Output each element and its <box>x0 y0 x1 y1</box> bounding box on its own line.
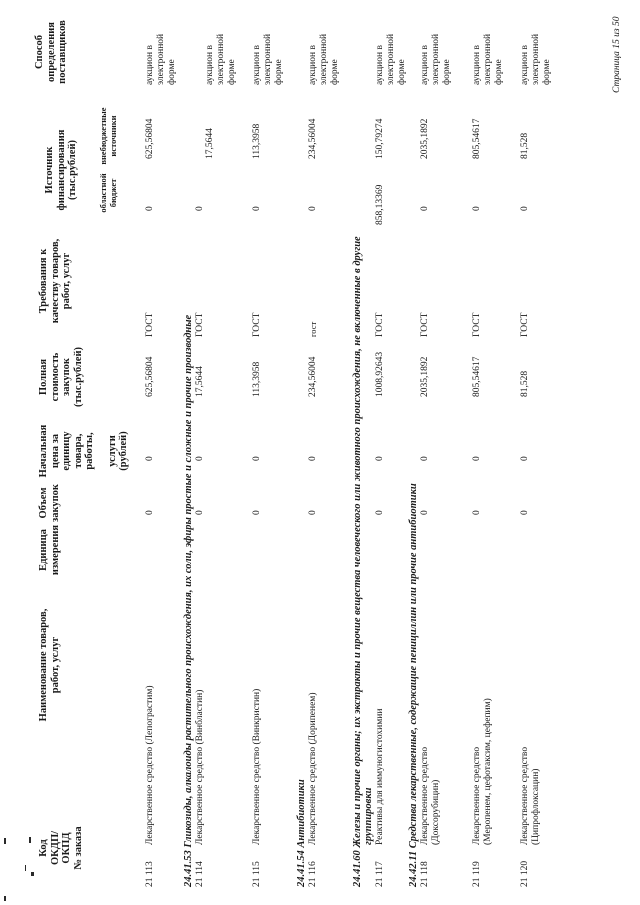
row-volume: 0 <box>252 510 262 515</box>
row-num: 21 117 <box>375 861 385 887</box>
page-number: Страница 15 из 50 <box>612 16 622 93</box>
section-heading <box>352 236 363 887</box>
header-total: Полная стоимость закупок (тыс.рублей) <box>38 346 84 408</box>
header-code: Код ОКДП/ ОКПД № заказа <box>38 826 84 870</box>
section-code: 24.42.11 <box>408 850 419 887</box>
row-quality: ГОСТ <box>252 312 262 337</box>
row-price: 0 <box>195 456 205 461</box>
row-volume: 0 <box>420 510 430 515</box>
row-budget: 0 <box>252 206 262 211</box>
row-total: 625,56804 <box>145 356 155 397</box>
row-num: 21 118 <box>420 861 430 887</box>
row-budget: 0 <box>195 206 205 211</box>
row-total: 805,54617 <box>472 356 482 397</box>
scan-mark <box>31 872 34 876</box>
row-price: 0 <box>375 456 385 461</box>
header-source-extra: внебюджетные источники <box>98 107 118 165</box>
row-method: аукцион в электронной форме <box>145 33 177 85</box>
section-code: 24.41.53 <box>183 850 194 887</box>
header-unit: Единица измерения <box>38 524 61 576</box>
scan-mark <box>4 896 6 901</box>
row-budget: 0 <box>420 206 430 211</box>
row-price: 0 <box>420 456 430 461</box>
row-price: 0 <box>520 456 530 461</box>
row-num: 21 116 <box>308 861 318 887</box>
section-heading <box>183 315 194 887</box>
row-method: аукцион в электронной форме <box>420 33 452 85</box>
row-quality: ГОСТ <box>145 312 155 337</box>
row-quality: ГОСТ <box>472 312 482 337</box>
section-title-continued: группировки <box>363 787 374 845</box>
header-name: Наименование товаров, работ, услуг <box>38 608 61 722</box>
row-num: 21 120 <box>520 860 530 887</box>
row-quality: ГОСТ <box>520 312 530 337</box>
row-num: 21 119 <box>472 861 482 887</box>
row-volume: 0 <box>308 510 318 515</box>
row-method: аукцион в электронной форме <box>472 33 504 85</box>
scan-mark <box>4 838 6 844</box>
row-method: аукцион в электронной форме <box>375 33 407 85</box>
row-volume: 0 <box>375 510 385 515</box>
row-num: 21 113 <box>145 861 155 887</box>
row-budget: 858,13369 <box>375 184 385 225</box>
row-volume: 0 <box>520 510 530 515</box>
row-volume: 0 <box>145 510 155 515</box>
row-method: аукцион в электронной форме <box>252 33 284 85</box>
row-name: Лекарственное средство (Винбластин) <box>195 689 205 845</box>
header-price: Начальная цена за единицу товара, работы, услуги (рублей) <box>38 424 129 478</box>
row-price: 0 <box>252 456 262 461</box>
row-total: 17,5644 <box>195 366 205 397</box>
row-quality: ГОСТ <box>195 312 205 337</box>
row-price: 0 <box>472 456 482 461</box>
row-num: 21 115 <box>252 861 262 887</box>
header-source: Источник финансирования (тыс.рублей) <box>44 129 78 211</box>
section-heading <box>408 483 419 887</box>
section-title: Средства лекарственные, содержащие пенициллин или прочие антибиотики <box>408 483 419 849</box>
header-volume: Объем закупок <box>38 484 61 522</box>
row-num: 21 114 <box>195 861 205 887</box>
section-title: Железы и прочие органы; их экстракты и прочие вещества человеческого или животного происхождения, не включенные в другие <box>352 236 363 848</box>
row-quality: ГОСТ <box>375 312 385 337</box>
row-name: Лекарственное средство (Доксорубицин) <box>420 746 441 845</box>
row-budget: 0 <box>308 206 318 211</box>
row-extra: 234,56004 <box>308 118 318 159</box>
row-method: аукцион в электронной форме <box>520 33 552 85</box>
row-price: 0 <box>145 456 155 461</box>
scan-mark <box>25 865 26 871</box>
header-quality: Требования к качеству товаров, работ, услуг <box>38 238 72 324</box>
scan-mark <box>29 837 31 843</box>
row-extra: 81,528 <box>520 132 530 159</box>
row-name: Реактивы для иммуногистохимии <box>375 708 385 845</box>
row-quality: ГОСТ <box>420 312 430 337</box>
section-heading <box>296 779 307 887</box>
row-volume: 0 <box>195 510 205 515</box>
row-extra: 150,79274 <box>375 118 385 159</box>
row-extra: 17,5644 <box>205 128 215 159</box>
section-code: 24.41.54 <box>296 850 307 887</box>
row-total: 1008,92643 <box>375 351 385 397</box>
row-budget: 0 <box>145 206 155 211</box>
row-total: 113,3958 <box>252 361 262 397</box>
row-total: 81,528 <box>520 370 530 397</box>
row-extra: 2035,1892 <box>420 118 430 159</box>
row-volume: 0 <box>472 510 482 515</box>
section-code: 24.41.60 <box>352 850 363 887</box>
section-title: Гликозиды, алкалоиды растительного происхождения, их соли, эфиры простые и сложные и прочие производные <box>183 314 194 848</box>
row-method: аукцион в электронной форме <box>308 33 340 85</box>
row-budget: 0 <box>472 206 482 211</box>
row-name: Лекарственное средство (Ципрофлоксацин) <box>520 746 541 845</box>
row-total: 234,56004 <box>308 356 318 397</box>
row-extra: 805,54617 <box>472 118 482 159</box>
row-extra: 625,56804 <box>145 118 155 159</box>
section-title: Антибиотики <box>296 779 307 848</box>
row-name: Лекарственное средство (Лепограстим) <box>145 685 155 845</box>
row-budget: 0 <box>520 206 530 211</box>
row-name: Лекарственное средство (Меропенем, цефотаксим, цефепим) <box>472 698 493 845</box>
row-total: 2035,1892 <box>420 356 430 397</box>
header-source-budget: областной бюджет <box>98 173 118 213</box>
row-extra: 113,3958 <box>252 123 262 159</box>
row-quality: гост <box>308 321 318 337</box>
row-name: Лекарственное средство (Винкристин) <box>252 688 262 845</box>
row-name: Лекарственное средство (Дорипенем) <box>308 692 318 845</box>
row-method: аукцион в электронной форме <box>205 33 237 85</box>
header-method: Способ определения поставщиков <box>34 20 68 84</box>
row-price: 0 <box>308 456 318 461</box>
